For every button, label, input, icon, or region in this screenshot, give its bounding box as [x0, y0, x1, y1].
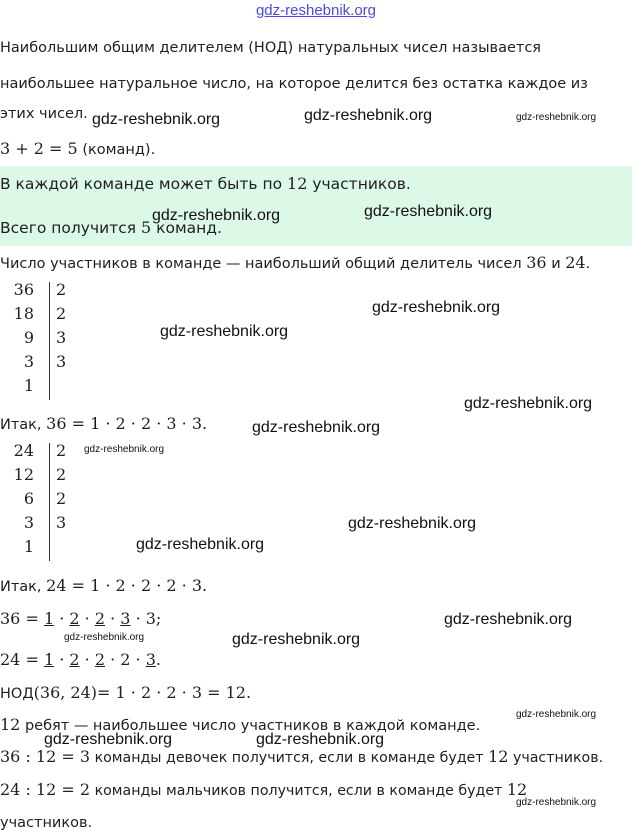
conclusion-text: ребят — наибольшее число участников в каждой команде. — [24, 718, 481, 734]
u24-part-5: 2 — [94, 650, 106, 669]
u24-part-0: 24 = — [0, 650, 44, 669]
factor24-left-2: 6 — [23, 489, 34, 508]
gcd-intro-text: Число участников в команде — наибольший общий делитель чисел — [0, 256, 522, 272]
watermark: gdz-reshebnik.org — [252, 419, 381, 436]
factor36-left-1: 18 — [13, 304, 34, 323]
definition-line-1: Наибольшим общим делителем (НОД) натуральных чисел называется — [0, 40, 542, 56]
boys-num: 12 — [506, 780, 528, 799]
gcd-result-expr: (36, 24)= 1 · 2 · 2 · 3 = 12. — [33, 683, 252, 702]
underlined-24-line — [0, 650, 161, 669]
boys-text: команды мальчиков получится, если в команде будет — [94, 783, 503, 799]
gcd-intro-end: . — [585, 256, 591, 272]
highlight-line-2-end: команд. — [156, 219, 222, 237]
u36-part-1: 1 — [43, 609, 55, 628]
watermark: gdz-reshebnik.org — [364, 203, 493, 220]
factorization-36 — [4, 280, 94, 402]
teams-sum-text: (команд). — [82, 142, 156, 158]
factor24-left-4: 1 — [23, 537, 34, 556]
factorization-36-divider — [49, 282, 50, 400]
factorization-24-divider — [49, 443, 50, 561]
u24-part-6: · 2 · — [105, 650, 146, 669]
u24-part-7: 3 — [145, 650, 156, 669]
factor24-right-1: 2 — [56, 465, 67, 484]
u36-part-4: · — [79, 609, 95, 628]
factor36-right-2: 3 — [56, 328, 67, 347]
watermark: gdz-reshebnik.org — [256, 731, 385, 748]
watermark: gdz-reshebnik.org — [92, 111, 221, 128]
u36-part-6: · — [105, 609, 121, 628]
factor36-right-1: 2 — [56, 304, 67, 323]
underlined-36-line — [0, 609, 161, 628]
u24-part-3: 2 — [69, 650, 80, 669]
watermark: gdz-reshebnik.org — [160, 323, 289, 340]
factor24-right-2: 2 — [56, 489, 67, 508]
boys-line-2: участников. — [0, 815, 93, 831]
u24-part-1: 1 — [43, 650, 55, 669]
girls-num: 12 — [488, 747, 509, 766]
site-header-link[interactable]: gdz-reshebnik.org — [255, 2, 377, 19]
result-36-line — [0, 414, 207, 433]
factor24-right-3: 3 — [56, 513, 67, 532]
watermark: gdz-reshebnik.org — [232, 631, 361, 648]
u36-part-5: 2 — [94, 609, 106, 628]
teams-sum-line — [0, 139, 155, 158]
result-24-word: Итак, — [0, 579, 42, 595]
gcd-intro-line — [0, 253, 590, 272]
factor36-left-0: 36 — [13, 280, 34, 299]
watermark: gdz-reshebnik.org — [464, 395, 593, 412]
highlight-line-2-num: 5 — [141, 218, 152, 237]
u24-part-2: · — [54, 650, 70, 669]
u36-part-3: 2 — [69, 609, 80, 628]
highlight-line-1 — [0, 174, 411, 193]
boys-expr: 24 : 12 = 2 — [0, 780, 91, 799]
highlight-line-1-end: участников. — [312, 175, 411, 193]
result-36-word: Итак, — [0, 417, 42, 433]
watermark: gdz-reshebnik.org — [44, 731, 173, 748]
watermark: gdz-reshebnik.org — [64, 632, 145, 643]
result-24-line — [0, 576, 207, 595]
boys-line — [0, 780, 527, 799]
factorization-24 — [4, 441, 94, 563]
u36-part-2: · — [54, 609, 70, 628]
result-24-expr: 24 = 1 · 2 · 2 · 2 · 3. — [46, 576, 208, 595]
girls-line — [0, 747, 603, 766]
teams-sum-expr: 3 + 2 = 5 — [0, 139, 78, 158]
definition-line-3: этих чисел. — [0, 106, 88, 122]
watermark: gdz-reshebnik.org — [516, 709, 597, 720]
factor36-left-3: 3 — [23, 352, 34, 371]
conclusion-num: 12 — [0, 715, 21, 734]
factor36-right-0: 2 — [56, 280, 67, 299]
gcd-intro-and: и — [551, 256, 561, 272]
factor24-right-0: 2 — [56, 441, 67, 460]
highlight-line-1-text: В каждой команде может быть по — [0, 175, 283, 193]
gcd-intro-b: 24 — [565, 253, 586, 272]
watermark: gdz-reshebnik.org — [444, 611, 573, 628]
definition-line-2: наибольшее натуральное число, на которое делится без остатка каждое из — [0, 76, 588, 92]
watermark: gdz-reshebnik.org — [516, 797, 597, 808]
watermark: gdz-reshebnik.org — [136, 536, 265, 553]
u36-part-0: 36 = — [0, 609, 44, 628]
gcd-result-label: НОД — [0, 686, 34, 702]
factor24-left-1: 12 — [13, 465, 34, 484]
factor24-left-0: 24 — [13, 441, 34, 460]
u24-part-4: · — [79, 650, 95, 669]
gcd-intro-a: 36 — [526, 253, 547, 272]
factor36-right-3: 3 — [56, 352, 67, 371]
highlight-line-2-text: Всего получится — [0, 219, 137, 237]
result-36-expr: 36 = 1 · 2 · 2 · 3 · 3. — [46, 414, 208, 433]
watermark: gdz-reshebnik.org — [516, 112, 597, 123]
girls-text: команды девочек получится, если в команде будет — [94, 750, 484, 766]
watermark: gdz-reshebnik.org — [84, 444, 165, 455]
watermark: gdz-reshebnik.org — [372, 299, 501, 316]
factor24-left-3: 3 — [23, 513, 34, 532]
u24-part-8: . — [155, 650, 162, 669]
u36-part-8: · 3; — [130, 609, 162, 628]
highlight-line-1-num: 12 — [287, 174, 308, 193]
girls-expr: 36 : 12 = 3 — [0, 747, 91, 766]
gcd-result-line — [0, 683, 251, 702]
watermark: gdz-reshebnik.org — [348, 515, 477, 532]
u36-part-7: 3 — [120, 609, 131, 628]
girls-end: участников. — [512, 750, 604, 766]
factor36-left-2: 9 — [23, 328, 34, 347]
watermark: gdz-reshebnik.org — [304, 107, 433, 124]
watermark: gdz-reshebnik.org — [152, 207, 281, 224]
factor36-left-4: 1 — [23, 376, 34, 395]
